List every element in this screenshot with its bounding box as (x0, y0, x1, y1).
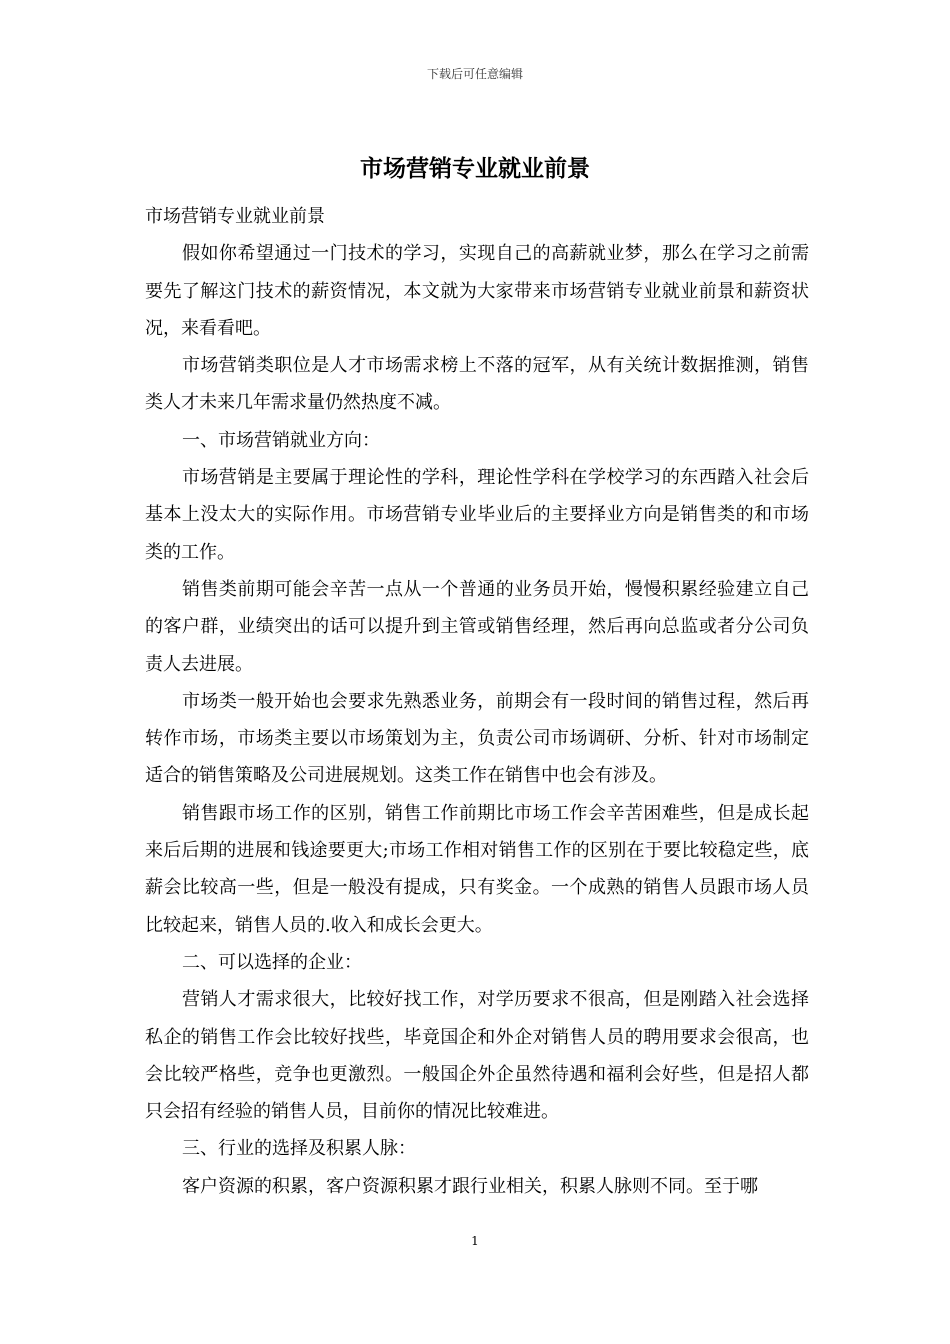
paragraph-demand: 市场营销类职位是人才市场需求榜上不落的冠军，从有关统计数据推测，销售类人才未来几年需求量仍然热度不减。 (145, 355, 809, 414)
header-note: 下载后可任意编辑 (426, 67, 523, 81)
paragraph-marketing: 市场类一般开始也会要求先熟悉业务，前期会有一段时间的销售过程，然后再转作市场，市场类主要以市场策划为主，负责公司市场调研、分析、针对市场制定适合的销售策略及公司进展规划。这类工作在销售中也会有涉及。 (145, 690, 809, 787)
document-subtitle: 市场营销专业就业前景 (145, 206, 325, 227)
paragraph-sales: 销售类前期可能会辛苦一点从一个普通的业务员开始，慢慢积累经验建立自己的客户群，业绩突出的话可以提升到主管或销售经理，然后再向总监或者分公司负责人去进展。 (145, 578, 809, 675)
paragraph-theory: 市场营销是主要属于理论性的学科，理论性学科在学校学习的东西踏入社会后基本上没太大的实际作用。市场营销专业毕业后的主要择业方向是销售类的和市场类的工作。 (145, 467, 809, 563)
page-number: 1 (471, 1234, 479, 1248)
paragraph-resources: 客户资源的积累，客户资源积累才跟行业相关，积累人脉则不同。至于哪 (182, 1175, 758, 1197)
paragraph-enterprise: 营销人才需求很大，比较好找工作，对学历要求不很高，但是刚踏入社会选择私企的销售工作会比较好找些，毕竟国企和外企对销售人员的聘用要求会很高，也会比较严格些，竞争也更激烈。一般国企外企虽然待遇和福利会好些，但是招人都只会招有经验的销售人员，目前你的情况比较难进。 (145, 989, 809, 1123)
document-title: 市场营销专业就业前景 (360, 156, 590, 182)
paragraph-intro: 假如你希望通过一门技术的学习，实现自己的高薪就业梦，那么在学习之前需要先了解这门技术的薪资情况，本文就为大家带来市场营销专业就业前景和薪资状况，来看看吧。 (145, 243, 809, 339)
section-heading-3: 三、行业的选择及积累人脉： (182, 1138, 416, 1160)
section-heading-1: 一、市场营销就业方向： (182, 429, 380, 451)
document-body (145, 198, 809, 1205)
paragraph-difference: 销售跟市场工作的区别，销售工作前期比市场工作会辛苦困难些，但是成长起来后后期的进展和钱途要更大;市场工作相对销售工作的区别在于要比较稳定些，底薪会比较高一些，但是一般没有提成，只有奖金。一个成熟的销售人员跟市场人员比较起来，销售人员的.收入和成长会更大。 (145, 802, 809, 936)
section-heading-2: 二、可以选择的企业： (182, 951, 362, 973)
